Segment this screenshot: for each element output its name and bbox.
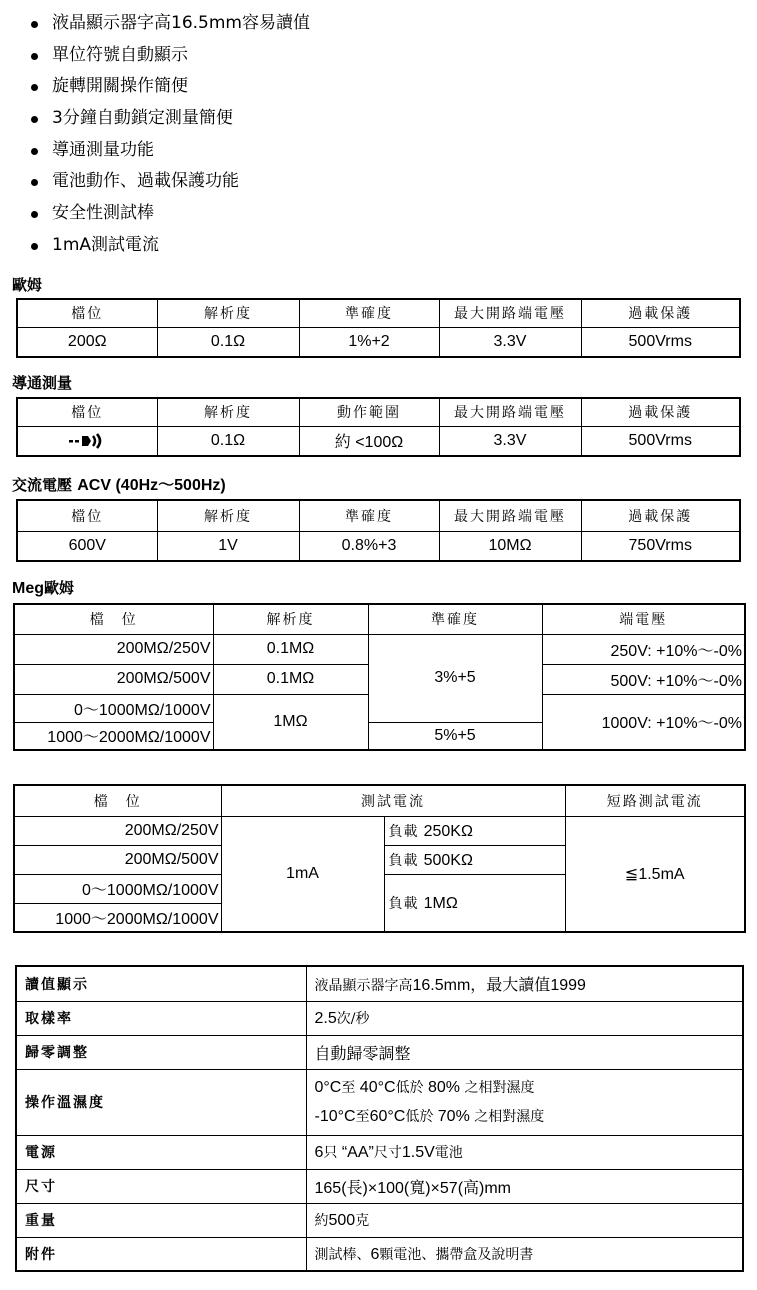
header-cell: 檔位 — [17, 299, 157, 327]
spec-value — [306, 1203, 743, 1237]
feature-item: 單位符號自動顯示 — [28, 40, 310, 72]
spec-value: 165(長)×100(寬)×57(高)mm — [306, 1169, 743, 1203]
load-label: 負載 — [388, 852, 419, 869]
header-cell: 過載保護 — [581, 500, 740, 531]
load-value: 250KΩ — [423, 822, 473, 840]
spec-text: 克 — [355, 1213, 370, 1229]
feature-item: 電池動作、過載保護功能 — [28, 166, 310, 198]
table-cell: 750Vrms — [581, 531, 740, 561]
table-cell: 3.3V — [439, 327, 581, 357]
spec-text: 液晶顯示器字高 — [314, 978, 413, 995]
spec-text: 至 — [341, 1080, 356, 1096]
table-cell: 600V — [17, 531, 157, 561]
header-cell: 準確度 — [368, 604, 542, 634]
spec-text: 電池 — [434, 1145, 463, 1161]
table-cell: 200MΩ/250V — [14, 816, 221, 845]
table-cell: 1mA — [221, 816, 384, 932]
spec-value — [306, 966, 743, 1001]
spec-text: 約 — [314, 1213, 329, 1229]
table-cell: 0.8%+3 — [299, 531, 439, 561]
meg-title-cjk: 歐姆 — [44, 579, 75, 597]
header-cell: 檔 位 — [14, 785, 221, 816]
header-cell: 端電壓 — [542, 604, 745, 634]
spec-label: 附件 — [16, 1237, 306, 1271]
header-cell: 解析度 — [213, 604, 368, 634]
spec-label: 電源 — [16, 1135, 306, 1169]
table-cell: 200Ω — [17, 327, 157, 357]
table-cell: ≦1.5mA — [565, 816, 745, 932]
continuity-beep-icon — [67, 433, 107, 449]
spec-value: 自動歸零調整 — [306, 1035, 743, 1069]
table-cell: 0～1000MΩ/1000V — [14, 694, 213, 722]
table-cell: 1000～2000MΩ/1000V — [14, 722, 213, 750]
table-cell: 0.1Ω — [157, 327, 299, 357]
header-cell: 解析度 — [157, 500, 299, 531]
header-cell: 檔位 — [17, 398, 157, 426]
spec-label: 取樣率 — [16, 1001, 306, 1035]
header-cell: 動作範圍 — [299, 398, 439, 426]
load-value: 500KΩ — [423, 851, 473, 869]
meg-title-prefix: Meg — [12, 580, 44, 597]
spec-label: 讀值顯示 — [16, 966, 306, 1001]
spec-text: 6 — [314, 1144, 324, 1161]
table-cell: 0～1000MΩ/1000V — [14, 874, 221, 903]
continuity-table — [16, 397, 741, 457]
spec-label: 操作溫濕度 — [16, 1069, 306, 1135]
spec-text: 80% — [423, 1079, 465, 1096]
spec-text: 顆電池、攜帶盒及說明書 — [379, 1246, 534, 1263]
table-cell: 500V: +10%～-0% — [542, 664, 745, 694]
continuity-section-title: 導通測量 — [12, 374, 73, 392]
header-cell: 檔 位 — [14, 604, 213, 634]
spec-label: 歸零調整 — [16, 1035, 306, 1069]
table-cell: 1000V: +10%～-0% — [542, 694, 745, 750]
table-cell: 0.1MΩ — [213, 634, 368, 664]
test-current-table — [13, 784, 746, 933]
table-cell: 200MΩ/500V — [14, 664, 213, 694]
table-cell: 1000～2000MΩ/1000V — [14, 903, 221, 932]
table-cell: 0.1MΩ — [213, 664, 368, 694]
table-cell: 200MΩ/500V — [14, 845, 221, 874]
feature-item: 液晶顯示器字高16.5mm容易讀值 — [28, 8, 310, 40]
spec-value — [306, 1237, 743, 1271]
ohm-table — [16, 298, 741, 358]
spec-text: 16.5mm，最大讀值 — [412, 977, 551, 995]
feature-item: 旋轉開關操作簡便 — [28, 71, 310, 103]
header-cell: 解析度 — [157, 398, 299, 426]
header-cell: 測試電流 — [221, 785, 565, 816]
load-value: 1MΩ — [423, 894, 458, 912]
table-cell: 1%+2 — [299, 327, 439, 357]
spec-table — [15, 965, 744, 1272]
spec-text: 0°C — [314, 1079, 342, 1096]
spec-value — [306, 1001, 743, 1035]
spec-text: 之相對濕度 — [474, 1109, 545, 1125]
feature-item: 3分鐘自動鎖定測量簡便 — [28, 103, 310, 135]
header-cell: 準確度 — [299, 500, 439, 531]
spec-text: 之相對濕度 — [464, 1080, 535, 1096]
spec-text: 60°C — [369, 1108, 406, 1125]
table-cell: 3.3V — [439, 426, 581, 456]
table-cell — [384, 816, 565, 845]
header-cell: 過載保護 — [581, 398, 740, 426]
table-cell: 約 <100Ω — [299, 426, 439, 456]
spec-label: 尺寸 — [16, 1169, 306, 1203]
spec-line — [315, 1073, 743, 1102]
header-cell: 檔位 — [17, 500, 157, 531]
acv-title-cjk: 交流電壓 — [12, 476, 73, 494]
header-cell: 最大開路端電壓 — [439, 398, 581, 426]
spec-text: “AA” — [337, 1144, 374, 1161]
meg-section-title — [12, 577, 74, 598]
meg-ohm-table — [13, 603, 746, 751]
header-cell: 準確度 — [299, 299, 439, 327]
table-cell — [17, 426, 157, 456]
spec-text: 低於 — [395, 1080, 424, 1096]
table-cell: 1MΩ — [213, 694, 368, 750]
table-cell: 500Vrms — [581, 426, 740, 456]
spec-text: 1999 — [550, 977, 586, 995]
spec-text: 低於 — [405, 1109, 434, 1125]
table-cell: 5%+5 — [368, 722, 542, 750]
spec-value — [306, 1135, 743, 1169]
table-cell: 1V — [157, 531, 299, 561]
header-cell: 解析度 — [157, 299, 299, 327]
spec-text: 70% — [433, 1108, 475, 1125]
spec-text: -10°C — [314, 1108, 356, 1125]
feature-item: 導通測量功能 — [28, 135, 310, 167]
feature-item: 1mA測試電流 — [28, 230, 310, 262]
load-label: 負載 — [388, 895, 419, 912]
spec-text: 40°C — [355, 1079, 396, 1096]
table-cell — [384, 845, 565, 874]
header-cell: 最大開路端電壓 — [439, 500, 581, 531]
spec-line — [315, 1102, 743, 1131]
feature-item: 安全性測試棒 — [28, 198, 310, 230]
spec-text: 6 — [370, 1245, 380, 1263]
header-cell: 短路測試電流 — [565, 785, 745, 816]
spec-text: 次/秒 — [336, 1011, 370, 1027]
load-label: 負載 — [388, 823, 419, 840]
table-cell: 0.1Ω — [157, 426, 299, 456]
table-cell: 500Vrms — [581, 327, 740, 357]
ohm-section-title: 歐姆 — [12, 276, 43, 294]
header-cell: 最大開路端電壓 — [439, 299, 581, 327]
spec-text: 至 — [355, 1109, 370, 1125]
table-cell — [384, 874, 565, 932]
spec-label: 重量 — [16, 1203, 306, 1237]
acv-table — [16, 499, 741, 562]
spec-text: 測試棒、 — [314, 1246, 371, 1263]
table-cell: 10MΩ — [439, 531, 581, 561]
header-cell: 過載保護 — [581, 299, 740, 327]
feature-list — [28, 8, 310, 262]
spec-value — [306, 1069, 743, 1135]
acv-section-title — [12, 472, 226, 495]
spec-text: 只 — [323, 1145, 338, 1161]
spec-text: 2.5 — [314, 1010, 337, 1027]
acv-title-rest: ACV (40Hz～500Hz) — [77, 477, 226, 494]
spec-text: 1.5V — [401, 1144, 435, 1161]
spec-text: 尺寸 — [373, 1145, 402, 1161]
table-cell: 3%+5 — [368, 634, 542, 722]
spec-text: 500 — [328, 1212, 356, 1229]
table-cell: 250V: +10%～-0% — [542, 634, 745, 664]
table-cell: 200MΩ/250V — [14, 634, 213, 664]
